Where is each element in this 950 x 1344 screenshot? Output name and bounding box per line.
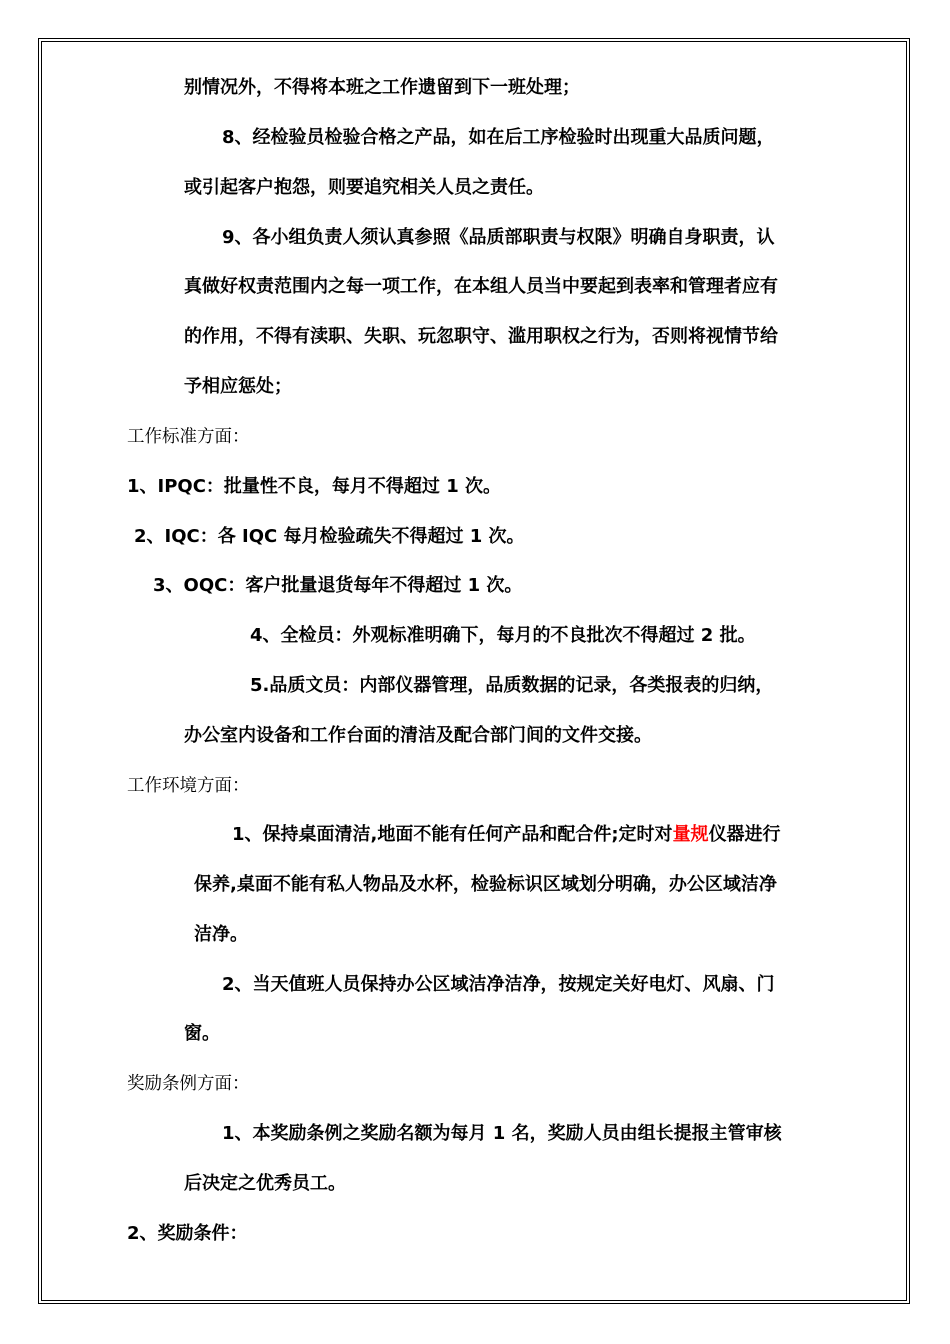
- standard-item-iqc: 2、IQC：各 IQC 每月检验疏失不得超过 1 次。: [134, 526, 525, 547]
- rule-item-8: 8、经检验员检验合格之产品，如在后工序检验时出现重大品质问题，: [222, 127, 775, 148]
- paragraph-line: 真做好权责范围内之每一项工作，在本组人员当中要起到表率和管理者应有: [184, 276, 778, 297]
- section-heading-work-standard: 工作标准方面：: [127, 427, 250, 447]
- section-heading-reward: 奖励条例方面：: [127, 1074, 250, 1094]
- standard-item-inspector: 4、全检员：外观标准明确下，每月的不良批次不得超过 2 批。: [250, 625, 756, 646]
- paragraph-line: 办公室内设备和工作台面的清洁及配合部门间的文件交接。: [184, 725, 652, 746]
- standard-item-oqc: 3、OQC：客户批量退货每年不得超过 1 次。: [153, 575, 523, 596]
- paragraph-line: 后决定之优秀员工。: [184, 1173, 346, 1194]
- paragraph-line: 保养,桌面不能有私人物品及水杯，检验标识区域划分明确，办公区域洁净: [194, 874, 777, 895]
- highlight-text: 量规: [672, 824, 709, 845]
- reward-item-2: 2、奖励条件：: [127, 1223, 248, 1244]
- paragraph-line: 窗。: [184, 1023, 220, 1044]
- environment-item-1: [232, 823, 781, 847]
- environment-item-2: 2、当天值班人员保持办公区域洁净洁净，按规定关好电灯、风扇、门: [222, 974, 775, 995]
- environment-text: 仪器进行: [708, 824, 781, 845]
- standard-item-clerk: 5.品质文员：内部仪器管理，品质数据的记录，各类报表的归纳，: [250, 675, 774, 696]
- rule-item-9: 9、各小组负责人须认真参照《品质部职责与权限》明确自身职责，认: [222, 227, 775, 248]
- paragraph-line: 别情况外，不得将本班之工作遗留到下一班处理；: [184, 77, 580, 98]
- environment-text: 1、保持桌面清洁,地面不能有任何产品和配合件;定时对: [232, 824, 673, 845]
- paragraph-line: 或引起客户抱怨，则要追究相关人员之责任。: [184, 177, 544, 198]
- reward-item-1: 1、本奖励条例之奖励名额为每月 1 名，奖励人员由组长提报主管审核: [222, 1123, 782, 1144]
- paragraph-line: 洁净。: [194, 924, 248, 945]
- paragraph-line: 予相应惩处；: [184, 376, 292, 397]
- standard-item-ipqc: 1、IPQC：批量性不良，每月不得超过 1 次。: [127, 476, 501, 497]
- paragraph-line: 的作用，不得有渎职、失职、玩忽职守、滥用职权之行为，否则将视情节给: [184, 326, 778, 347]
- section-heading-work-environment: 工作环境方面：: [127, 776, 250, 796]
